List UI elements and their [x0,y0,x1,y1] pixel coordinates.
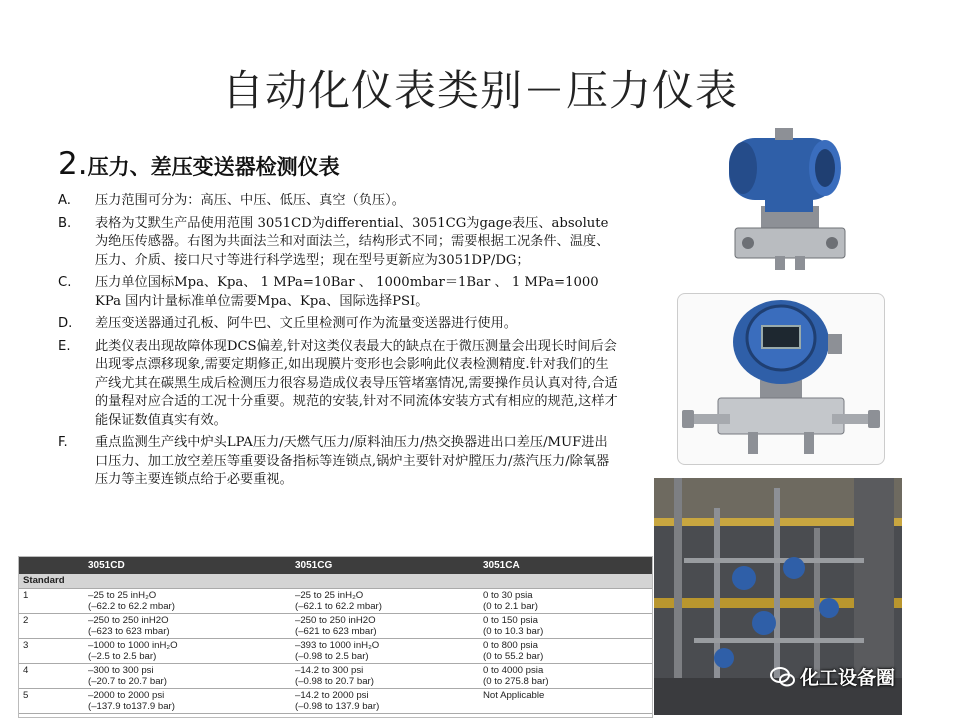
table-cell: –1000 to 1000 inH₂O (–2.5 to 2.5 bar) [84,639,291,664]
table-cell: –14.2 to 2000 psi (–0.98 to 137.9 bar) [291,689,479,714]
table-header: 3051CA [479,557,652,574]
wechat-icon [770,666,796,688]
list-item [58,192,618,211]
item-text: 表格为艾默生产品使用范围 3051CD为differential、3051CG为gage表压、absolute为绝压传感器。右图为共面法兰和对面法兰，结构形式不同；需要根据工况条件、温度、压力、介质、接口尺寸等进行科学选型；现在型号更新应为3051DP/DG； [95,215,610,268]
table-cell: –300 to 300 psi (–20.7 to 20.7 bar) [84,664,291,689]
table-cell: –2000 to 2000 psi (–137.9 to137.9 bar) [84,689,291,714]
list-item [58,315,618,334]
section-heading-text: 压力、差压变送器检测仪表 [87,154,340,179]
item-letter: F. [58,435,68,450]
item-text: 差压变送器通过孔板、阿牛巴、文丘里检测可作为流量变送器进行使用。 [95,316,517,331]
item-text: 压力范围可分为：高压、中压、低压、真空（负压）。 [95,193,405,208]
item-letter: C. [58,275,72,290]
list-item [58,274,618,311]
list-item [58,338,618,431]
item-list [58,192,618,494]
section-heading [58,146,340,182]
table-section-label: Standard [19,574,652,589]
table-cell: –25 to 25 inH₂O (–62.2 to 62.2 mbar) [84,589,291,614]
item-letter: B. [58,215,72,231]
list-item [58,434,618,490]
table-cell: 0 to 150 psia (0 to 10.3 bar) [479,614,652,639]
item-letter: D. [58,316,73,331]
slide-title: 自动化仪表类别－压力仪表 [221,66,738,115]
table-cell: 0 to 800 psia (0 to 55.2 bar) [479,639,652,664]
table-row [19,589,652,614]
list-item [58,215,618,271]
section-number: 2. [58,146,88,182]
table-cell: –250 to 250 inH2O (–623 to 623 mbar) [84,614,291,639]
table-cell: 0 to 30 psia (0 to 2.1 bar) [479,589,652,614]
table-cell: –393 to 1000 inH₂O (–0.98 to 2.5 bar) [291,639,479,664]
table-cell: –250 to 250 inH2O (–621 to 623 mbar) [291,614,479,639]
table-row [19,664,652,689]
item-text: 此类仪表出现故障体现DCS偏差,针对这类仪表最大的缺点在于微压测量会出现长时间后会出现零点漂移现象,需要定期修正,如出现膜片变形也会影响此仪表检测精度.针对我们的生产线尤其在碳黑生成后检测压力很容易造成仪表导压管堵塞情况,需要操作员认真对待,合适的量程对应合适的工况十分重要。规范的安装,针对不同流体安装方式有相应的规范,这样才能保证数值真实有效。 [95,338,618,428]
item-text: 重点监测生产线中炉头LPA压力/天燃气压力/原料油压力/热交换器进出口差压/MUF进出口压力、加工放空差压等重要设备指标等连锁点,锅炉主要针对炉膛压力/蒸汽压力/除氧器压力等主要连锁点给于必要重视。 [95,435,610,487]
item-text: 压力单位国标Mpa、Kpa、 1 MPa=10Bar 、 1000mbar＝1Bar 、 1 MPa=1000 KPa 国内计量标准单位需要Mpa、Kpa、国际选择PSI。 [95,275,599,309]
item-letter: A. [58,193,71,208]
range-code: 1 [19,589,84,614]
table-row [19,639,652,664]
table-header: 3051CG [291,557,479,574]
range-code: 2 [19,614,84,639]
table-cell: Not Applicable [479,689,652,714]
range-code: 3 [19,639,84,664]
coplanar-transmitter-image [715,128,860,273]
watermark [770,663,895,690]
watermark-text: 化工设备圈 [800,667,896,689]
table-cell: –25 to 25 inH₂O (–62.1 to 62.2 mbar) [291,589,479,614]
table-header [19,557,84,574]
item-letter: E. [58,338,71,354]
table-cell: 0 to 4000 psia (0 to 275.8 bar) [479,664,652,689]
manifold-transmitter-image [677,293,885,465]
range-code: 4 [19,664,84,689]
table-row [19,614,652,639]
table-header: 3051CD [84,557,291,574]
range-code: 5 [19,689,84,714]
range-spec-table [18,556,653,718]
table-row [19,689,652,714]
table-cell: –14.2 to 300 psi (–0.98 to 20.7 bar) [291,664,479,689]
